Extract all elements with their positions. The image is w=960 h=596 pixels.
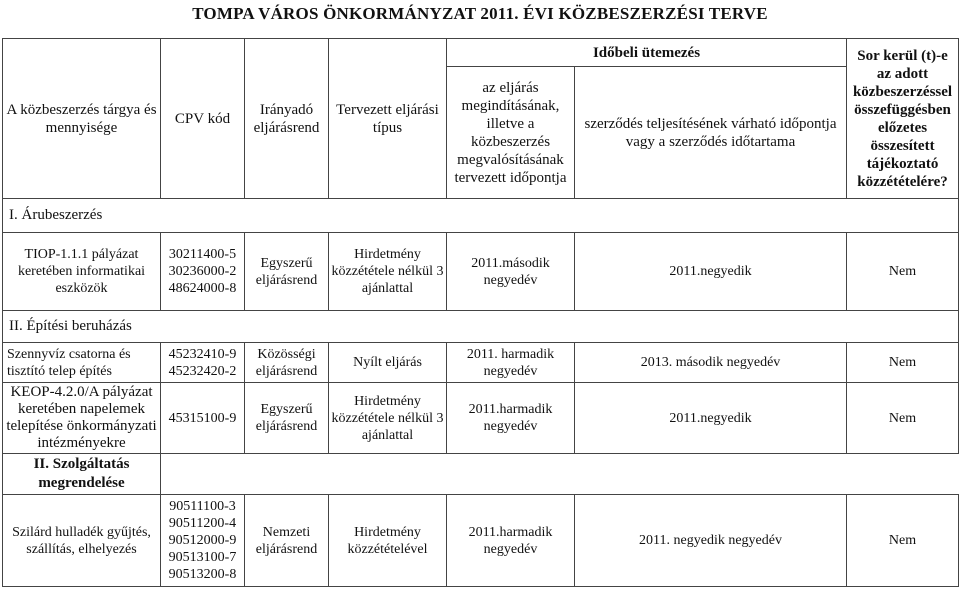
table-row: [3, 343, 959, 383]
cell-start: 2011.második negyedév: [447, 233, 575, 311]
cell-procedure: Egyszerű eljárásrend: [245, 383, 329, 454]
cell-planned-type: Hirdetmény közzétételével: [329, 495, 447, 587]
procurement-plan-table: [2, 38, 959, 587]
header-completion: szerződés teljesítésének várható időpontja vagy a szerződés időtartama: [575, 67, 847, 199]
cell-cpv: 45315100-9: [161, 383, 245, 454]
cell-procedure: Nemzeti eljárásrend: [245, 495, 329, 587]
cell-subject: KEOP-4.2.0/A pályázat keretében napelemek telepítése önkormányzati intézményekre: [3, 383, 161, 454]
section-services: II. Szolgáltatás megrendelése: [3, 454, 161, 495]
cell-planned-type: Hirdetmény közzététele nélkül 3 ajánlattal: [329, 233, 447, 311]
header-row-top: [3, 39, 959, 67]
cell-completion: 2013. második negyedév: [575, 343, 847, 383]
cell-notice: Nem: [847, 233, 959, 311]
section-row: [3, 311, 959, 343]
cell-subject: TIOP-1.1.1 pályázat keretében informatikai eszközök: [3, 233, 161, 311]
cell-cpv: 30211400-5 30236000-2 48624000-8: [161, 233, 245, 311]
header-subject: A közbeszerzés tárgya és mennyisége: [3, 39, 161, 199]
header-procedure: Irányadó eljárásrend: [245, 39, 329, 199]
table-row: [3, 383, 959, 454]
cell-completion: 2011.negyedik: [575, 383, 847, 454]
table-row: [3, 495, 959, 587]
cell-procedure: Egyszerű eljárásrend: [245, 233, 329, 311]
cell-notice: Nem: [847, 343, 959, 383]
cell-subject: Szennyvíz csatorna és tisztító telep építés: [3, 343, 161, 383]
page-title: TOMPA VÁROS ÖNKORMÁNYZAT 2011. ÉVI KÖZBESZERZÉSI TERVE: [192, 4, 768, 23]
table-row: [3, 233, 959, 311]
cell-start: 2011. harmadik negyedév: [447, 343, 575, 383]
header-schedule-group: Időbeli ütemezés: [447, 39, 847, 67]
header-cpv: CPV kód: [161, 39, 245, 199]
section-row: [3, 454, 959, 495]
section-works: II. Építési beruházás: [3, 311, 959, 343]
header-start: az eljárás megindításának, illetve a közbeszerzés megvalósításának tervezett időpontja: [447, 67, 575, 199]
header-notice: Sor kerül (t)-e az adott közbeszerzéssel összefüggésben előzetes összesített tájékoztató közzétételére?: [847, 39, 959, 199]
section-spacer: [161, 454, 959, 495]
header-planned-type: Tervezett eljárási típus: [329, 39, 447, 199]
cell-notice: Nem: [847, 383, 959, 454]
cell-cpv: 45232410-9 45232420-2: [161, 343, 245, 383]
cell-completion: 2011. negyedik negyedév: [575, 495, 847, 587]
cell-procedure: Közösségi eljárásrend: [245, 343, 329, 383]
section-goods: I. Árubeszerzés: [3, 199, 959, 233]
cell-planned-type: Nyílt eljárás: [329, 343, 447, 383]
cell-notice: Nem: [847, 495, 959, 587]
cell-start: 2011.harmadik negyedév: [447, 383, 575, 454]
cell-cpv: 90511100-3 90511200-4 90512000-9 90513100-7 90513200-8: [161, 495, 245, 587]
cell-completion: 2011.negyedik: [575, 233, 847, 311]
cell-start: 2011.harmadik negyedév: [447, 495, 575, 587]
cell-subject: Szilárd hulladék gyűjtés, szállítás, elhelyezés: [3, 495, 161, 587]
section-row: [3, 199, 959, 233]
cell-planned-type: Hirdetmény közzététele nélkül 3 ajánlattal: [329, 383, 447, 454]
